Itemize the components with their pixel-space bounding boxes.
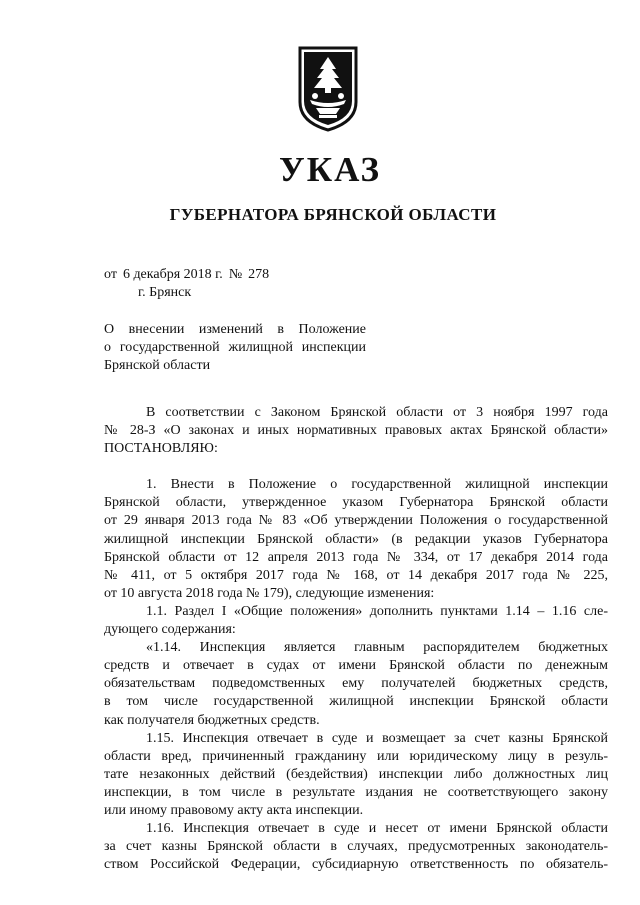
- caption-line: Брянской области: [104, 358, 211, 373]
- preamble-line: В соответствии с Законом Брянской области от 3 ноября 1997 года: [146, 405, 608, 420]
- p116-line: 1.16. Инспекция отвечает в суде и несет от имени Брянской области: [146, 821, 608, 837]
- item1-line: Брянской области, утвержденное указом Губернатора Брянской области: [104, 495, 608, 511]
- document-date-line: [104, 268, 269, 282]
- item11-line: дующего содержания:: [104, 622, 236, 638]
- item1-line: от 10 августа 2018 года № 179), следующие изменения:: [104, 585, 435, 601]
- document-body: [104, 404, 608, 874]
- item1-line: Брянской области от 12 апреля 2013 года № 334, от 17 декабря 2014 года: [104, 549, 608, 565]
- p116-line: за счет казны Брянской области в случаях, предусмотренных законодатель-: [104, 839, 608, 855]
- p116-line: ством Российской Федерации, субсидиарную ответственность по обязатель-: [104, 857, 608, 873]
- item1-line: от 29 января 2013 года № 83 «Об утверждении Положения о государственной: [104, 513, 608, 529]
- p115-line: 1.15. Инспекция отвечает в суде и возмещает за счет казны Брянской: [146, 730, 608, 746]
- document-number: 278: [248, 267, 270, 282]
- document-title: УКАЗ: [279, 150, 381, 189]
- p114-line: «1.14. Инспекция является главным распорядителем бюджетных: [146, 640, 608, 656]
- number-sign: №: [228, 267, 243, 282]
- p115-line: области вред, причиненный гражданину или юридическому лицу в резуль-: [104, 748, 608, 764]
- item1-line: жилищной инспекции Брянской области» (в редакции указов Губернатора: [104, 531, 608, 547]
- caption-line: О внесении изменений в Положение: [104, 322, 366, 337]
- preamble-line: № 28-З «О законах и иных нормативных правовых актах Брянской области»: [104, 423, 608, 439]
- p114-line: обязательствам подведомственных ему получателей бюджетных средств,: [104, 676, 608, 692]
- item1-line: 1. Внести в Положение о государственной жилищной инспекции: [146, 477, 608, 493]
- p115-line: или иному правовому акту акта инспекции.: [104, 802, 364, 818]
- document-caption: [104, 321, 366, 375]
- item1-line: № 411, от 5 октября 2017 года № 168, от 14 декабря 2017 года № 225,: [104, 567, 608, 583]
- p114-line: в том числе государственной жилищной инспекции Брянской области: [104, 694, 608, 710]
- bryansk-coat-of-arms-icon: [296, 44, 360, 132]
- document-city: г. Брянск: [138, 285, 192, 300]
- item11-line: 1.1. Раздел I «Общие положения» дополнить пунктами 1.14 – 1.16 сле-: [146, 603, 608, 619]
- document-date: 6 декабря 2018 г.: [122, 267, 223, 282]
- p115-line: инспекции, в том числе в результате издания не соответствующего закону: [104, 784, 608, 800]
- preamble-line: ПОСТАНОВЛЯЮ:: [104, 441, 218, 457]
- date-prefix: от: [104, 267, 117, 282]
- caption-line: о государственной жилищной инспекции: [104, 340, 366, 355]
- document-subtitle: ГУБЕРНАТОРА БРЯНСКОЙ ОБЛАСТИ: [169, 205, 497, 224]
- p114-line: средств и отвечает в судах от имени Брянской области по денежным: [104, 658, 608, 674]
- p115-line: тате незаконных действий (бездействия) инспекции либо должностных лиц: [104, 766, 608, 782]
- p114-line: как получателя бюджетных средств.: [104, 712, 320, 728]
